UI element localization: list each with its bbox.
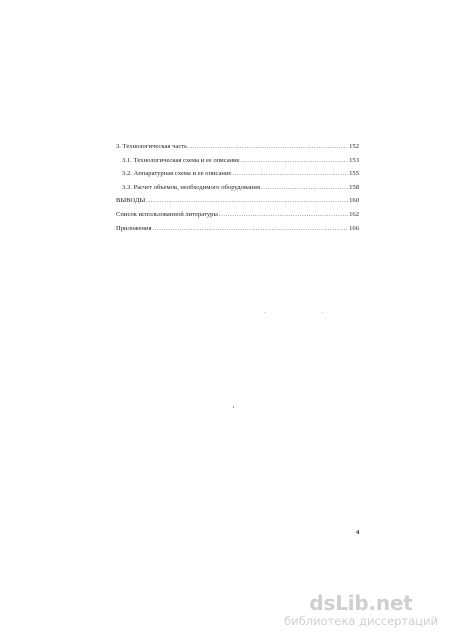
toc-entry-title: Список использованной литературы xyxy=(116,210,218,218)
toc-entry-section-3-1 xyxy=(116,154,359,168)
toc-entry-title: 3.2. Аппаратурная схема и ее описание xyxy=(122,170,232,178)
toc-entry-title: 3.3. Расчет объемов, необходимого оборудования xyxy=(122,183,260,191)
toc-entry-page: 153 xyxy=(349,156,359,164)
toc-entry-title: ВЫВОДЫ xyxy=(116,197,146,205)
scan-speck xyxy=(322,312,323,313)
toc-entry-section-3-2 xyxy=(116,167,359,181)
toc-entry-title: Приложения xyxy=(116,224,152,232)
toc-entry-page: 162 xyxy=(349,210,359,218)
toc-leader-dots xyxy=(153,222,349,236)
toc-entry-references xyxy=(116,208,359,222)
watermark-subtitle: библиотека диссертаций xyxy=(284,614,438,628)
toc-entry-conclusions xyxy=(116,194,359,208)
toc-leader-dots xyxy=(241,154,349,168)
toc-leader-dots xyxy=(188,140,348,154)
toc-entry-title: 3.1. Технологическая схема и ее описание xyxy=(122,156,240,164)
toc-leader-dots xyxy=(219,208,348,222)
scan-speck xyxy=(233,406,234,408)
scan-speck xyxy=(264,312,265,313)
toc-leader-dots xyxy=(261,181,348,195)
watermark-logo: dsLib.net xyxy=(309,591,413,615)
toc-entry-page: 166 xyxy=(349,224,359,232)
toc-entry-page: 158 xyxy=(349,183,359,191)
toc-leader-dots xyxy=(146,194,348,208)
watermark xyxy=(284,593,438,628)
toc-entry-page: 160 xyxy=(349,197,359,205)
toc-entry-page: 155 xyxy=(349,170,359,178)
toc-entry-section-3 xyxy=(116,140,359,154)
page-number: 4 xyxy=(356,529,360,536)
toc-entry-section-3-3 xyxy=(116,181,359,195)
toc-entry-page: 152 xyxy=(349,143,359,150)
table-of-contents xyxy=(116,140,359,235)
toc-entry-appendices xyxy=(116,222,359,236)
toc-leader-dots xyxy=(232,167,348,181)
toc-entry-title: 3. Технологическая часть xyxy=(116,143,188,150)
